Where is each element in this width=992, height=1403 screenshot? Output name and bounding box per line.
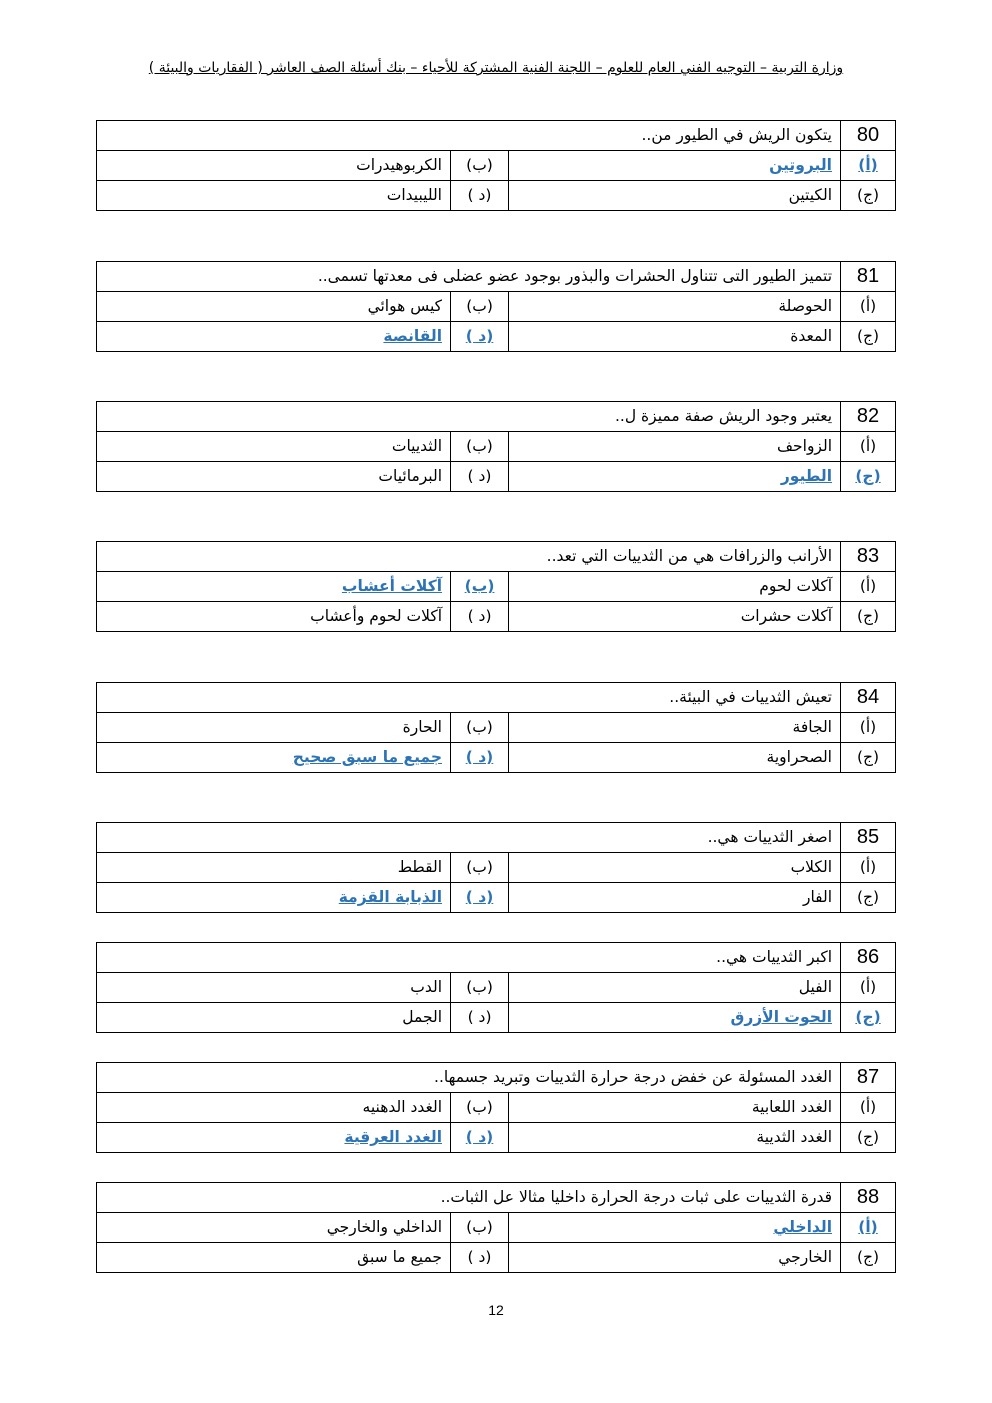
- option-letter: (د ): [451, 322, 509, 352]
- option-letter: (ج): [841, 602, 896, 632]
- option-text: آكلات حشرات: [509, 602, 841, 632]
- question-text: قدرة الثدييات على ثبات درجة الحرارة داخليا مثالا عل الثبات..: [97, 1183, 841, 1213]
- option-letter: (ج): [841, 883, 896, 913]
- option-text: الذبابة القزمة: [97, 883, 451, 913]
- option-letter: (ج): [841, 743, 896, 773]
- question-number: 84: [841, 683, 896, 713]
- option-text: آكلات لحوم: [509, 572, 841, 602]
- option-letter: (أ): [841, 713, 896, 743]
- option-text: جميع ما سبق: [97, 1243, 451, 1273]
- option-letter: (أ): [841, 973, 896, 1003]
- question-number: 81: [841, 262, 896, 292]
- option-letter: (ج): [841, 1003, 896, 1033]
- option-text: الليبيدات: [97, 181, 451, 211]
- option-text: الداخلي والخارجي: [97, 1213, 451, 1243]
- option-letter: (د ): [451, 462, 509, 492]
- option-letter: (ج): [841, 462, 896, 492]
- option-text: البروتين: [509, 151, 841, 181]
- option-text: القانصة: [97, 322, 451, 352]
- option-letter: (ب): [451, 432, 509, 462]
- question-88: [96, 1182, 896, 1273]
- option-letter: (د ): [451, 883, 509, 913]
- option-text: القطط: [97, 853, 451, 883]
- option-text: الخارجي: [509, 1243, 841, 1273]
- option-text: آكلات لحوم وأعشاب: [97, 602, 451, 632]
- option-text: الحارة: [97, 713, 451, 743]
- question-number: 87: [841, 1063, 896, 1093]
- option-text: الكلاب: [509, 853, 841, 883]
- option-letter: (ب): [451, 572, 509, 602]
- option-text: كيس هوائي: [97, 292, 451, 322]
- question-text: تتميز الطيور التى تتناول الحشرات والبذور بوجود عضو عضلى فى معدتها تسمى..: [97, 262, 841, 292]
- option-text: الغدد العرقية: [97, 1123, 451, 1153]
- option-text: الدب: [97, 973, 451, 1003]
- option-text: الزواحف: [509, 432, 841, 462]
- question-83: [96, 541, 896, 632]
- question-84: [96, 682, 896, 773]
- question-number: 83: [841, 542, 896, 572]
- question-text: اكبر الثدييات هي..: [97, 943, 841, 973]
- option-letter: (أ): [841, 1093, 896, 1123]
- question-text: الأرانب والزرافات هي من الثدييات التي تعد..: [97, 542, 841, 572]
- option-letter: (د ): [451, 1243, 509, 1273]
- option-text: الجافة: [509, 713, 841, 743]
- question-85: [96, 822, 896, 913]
- option-text: الحوت الأزرق: [509, 1003, 841, 1033]
- option-letter: (ب): [451, 1093, 509, 1123]
- option-text: جميع ما سبق صحيح: [97, 743, 451, 773]
- option-letter: (أ): [841, 432, 896, 462]
- question-number: 82: [841, 402, 896, 432]
- option-letter: (د ): [451, 743, 509, 773]
- option-letter: (د ): [451, 1123, 509, 1153]
- question-86: [96, 942, 896, 1033]
- option-text: الطيور: [509, 462, 841, 492]
- option-letter: (ب): [451, 151, 509, 181]
- question-number: 88: [841, 1183, 896, 1213]
- option-letter: (أ): [841, 151, 896, 181]
- question-81: [96, 261, 896, 352]
- question-text: اصغر الثدييات هي..: [97, 823, 841, 853]
- page-number: 12: [488, 1302, 504, 1318]
- option-letter: (ج): [841, 1243, 896, 1273]
- question-82: [96, 401, 896, 492]
- option-text: الغدد اللعابية: [509, 1093, 841, 1123]
- question-number: 86: [841, 943, 896, 973]
- option-text: المعدة: [509, 322, 841, 352]
- question-number: 80: [841, 121, 896, 151]
- question-text: الغدد المسئولة عن خفض درجة حرارة الثدييات وتبريد جسمها..: [97, 1063, 841, 1093]
- question-text: يعتبر وجود الريش صفة مميزة ل..: [97, 402, 841, 432]
- option-text: الداخلي: [509, 1213, 841, 1243]
- option-text: الثدييات: [97, 432, 451, 462]
- option-letter: (د ): [451, 1003, 509, 1033]
- option-text: البرمائيات: [97, 462, 451, 492]
- page-header: وزارة التربية – التوجيه الفني العام للعلوم – اللجنة الفنية المشتركة للأحياء – بنك أسئلة الصف العاشر ( الفقاريات والبيئة ): [148, 60, 844, 76]
- option-letter: (ب): [451, 853, 509, 883]
- option-letter: (د ): [451, 602, 509, 632]
- option-text: الجمل: [97, 1003, 451, 1033]
- option-letter: (أ): [841, 853, 896, 883]
- option-letter: (أ): [841, 572, 896, 602]
- option-text: الكيتين: [509, 181, 841, 211]
- option-letter: (ج): [841, 1123, 896, 1153]
- option-letter: (ج): [841, 322, 896, 352]
- option-text: الفيل: [509, 973, 841, 1003]
- option-text: الصحراوية: [509, 743, 841, 773]
- option-text: الغدد الدهنيه: [97, 1093, 451, 1123]
- option-letter: (أ): [841, 292, 896, 322]
- option-letter: (ب): [451, 292, 509, 322]
- question-number: 85: [841, 823, 896, 853]
- question-80: [96, 120, 896, 211]
- question-87: [96, 1062, 896, 1153]
- option-text: آكلات أعشاب: [97, 572, 451, 602]
- option-text: الكربوهيدرات: [97, 151, 451, 181]
- option-letter: (أ): [841, 1213, 896, 1243]
- question-text: يتكون الريش في الطيور من..: [97, 121, 841, 151]
- option-letter: (ج): [841, 181, 896, 211]
- option-letter: (ب): [451, 1213, 509, 1243]
- option-letter: (ب): [451, 713, 509, 743]
- option-text: الغدد الثديية: [509, 1123, 841, 1153]
- option-text: الفار: [509, 883, 841, 913]
- question-text: تعيش الثدييات في البيئة..: [97, 683, 841, 713]
- option-text: الحوصلة: [509, 292, 841, 322]
- option-letter: (ب): [451, 973, 509, 1003]
- option-letter: (د ): [451, 181, 509, 211]
